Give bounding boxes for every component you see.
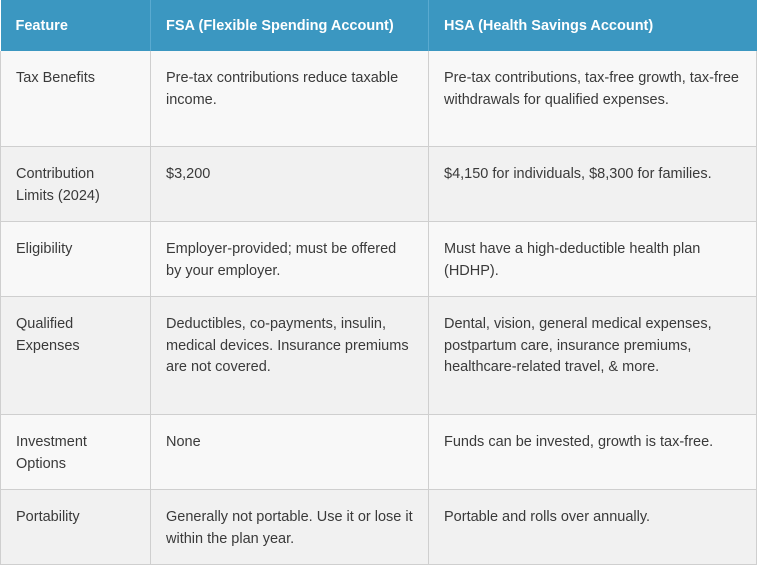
header-hsa: HSA (Health Savings Account) <box>429 0 757 51</box>
table-row <box>1 51 757 147</box>
feature-cell: Portability <box>1 490 151 565</box>
fsa-cell: Generally not portable. Use it or lose it within the plan year. <box>151 490 429 565</box>
header-fsa: FSA (Flexible Spending Account) <box>151 0 429 51</box>
hsa-cell: Pre-tax contributions, tax-free growth, tax-free withdrawals for qualified expenses. <box>429 51 757 147</box>
table-header <box>1 0 757 51</box>
feature-cell: Eligibility <box>1 222 151 297</box>
hsa-cell: Dental, vision, general medical expenses, postpartum care, insurance premiums, healthcare-related travel, & more. <box>429 297 757 415</box>
hsa-cell: Portable and rolls over annually. <box>429 490 757 565</box>
fsa-cell: Employer-provided; must be offered by your employer. <box>151 222 429 297</box>
table-row <box>1 490 757 565</box>
feature-cell: Investment Options <box>1 415 151 490</box>
table-row <box>1 415 757 490</box>
fsa-cell: Pre-tax contributions reduce taxable income. <box>151 51 429 147</box>
hsa-cell: Must have a high-deductible health plan (HDHP). <box>429 222 757 297</box>
table-body <box>1 51 757 565</box>
table-row <box>1 147 757 222</box>
feature-cell: Tax Benefits <box>1 51 151 147</box>
fsa-cell: $3,200 <box>151 147 429 222</box>
hsa-cell: $4,150 for individuals, $8,300 for families. <box>429 147 757 222</box>
fsa-cell: None <box>151 415 429 490</box>
table-row <box>1 297 757 415</box>
feature-cell: Qualified Expenses <box>1 297 151 415</box>
table-row <box>1 222 757 297</box>
fsa-cell: Deductibles, co-payments, insulin, medical devices. Insurance premiums are not covered. <box>151 297 429 415</box>
hsa-cell: Funds can be invested, growth is tax-free. <box>429 415 757 490</box>
header-feature: Feature <box>1 0 151 51</box>
header-row <box>1 0 757 51</box>
feature-cell: Contribution Limits (2024) <box>1 147 151 222</box>
